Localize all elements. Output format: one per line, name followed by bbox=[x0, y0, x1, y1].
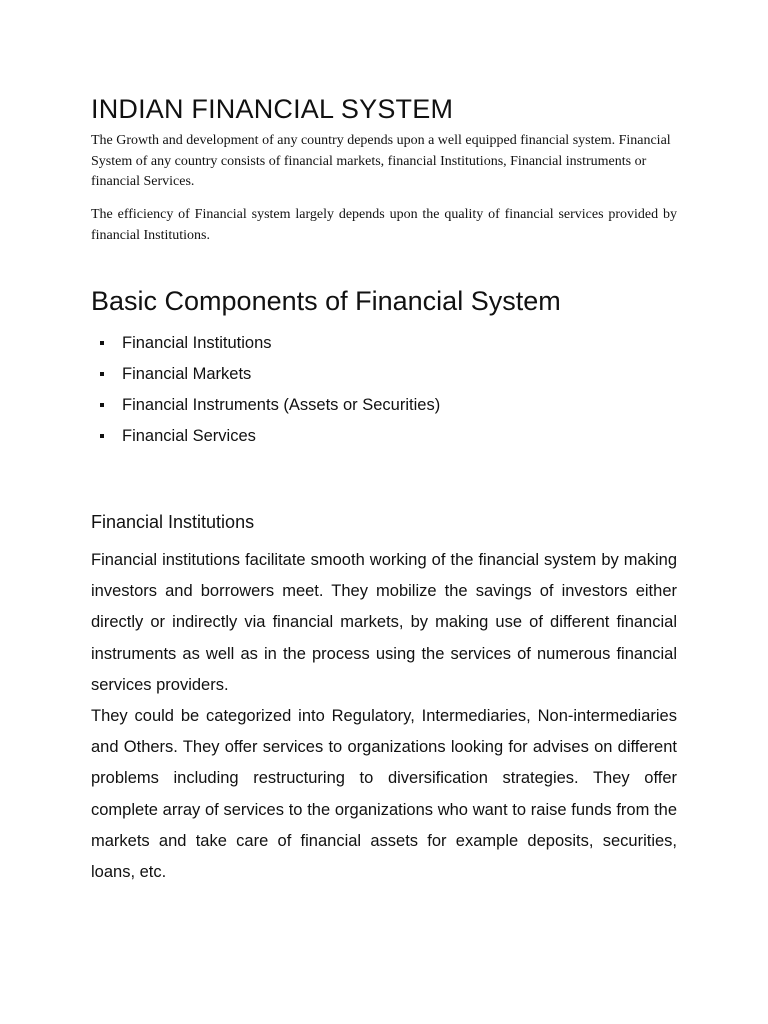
list-item bbox=[91, 392, 440, 423]
list-item bbox=[91, 423, 440, 454]
institutions-paragraph-2: They could be categorized into Regulatory, Intermediaries, Non-intermediaries and Others. They offer services to organizations looking for advises on different problems including restructuring to diversification strategies. They offer complete array of services to the organizations who want to raise funds from the markets and take care of financial assets for example deposits, securities, loans, etc. bbox=[91, 707, 677, 882]
list-item-label: Financial Instruments (Assets or Securities) bbox=[122, 396, 441, 414]
document-title: INDIAN FINANCIAL SYSTEM bbox=[91, 94, 454, 124]
intro-paragraph-2: The efficiency of Financial system largely depends upon the quality of financial services provided by financial Institutions. bbox=[91, 207, 677, 243]
list-item bbox=[91, 330, 440, 361]
list-item-label: Financial Institutions bbox=[122, 334, 272, 352]
institutions-heading: Financial Institutions bbox=[91, 512, 255, 532]
square-bullet-icon bbox=[100, 372, 104, 376]
square-bullet-icon bbox=[100, 434, 104, 438]
square-bullet-icon bbox=[100, 341, 104, 345]
list-item-label: Financial Services bbox=[122, 427, 256, 445]
list-item bbox=[91, 361, 440, 392]
components-list bbox=[91, 330, 440, 454]
components-heading: Basic Components of Financial System bbox=[91, 286, 561, 316]
intro-paragraph-1: The Growth and development of any country depends upon a well equipped financial system. Financial System of any country consists of financial markets, financial Institutions, Financial instruments or financial Services. bbox=[91, 133, 671, 189]
institutions-paragraph-1: Financial institutions facilitate smooth working of the financial system by making investors and borrowers meet. They mobilize the savings of investors either directly or indirectly via financial markets, by making use of different financial instruments as well as in the process using the services of numerous financial services providers. bbox=[91, 551, 677, 694]
list-item-label: Financial Markets bbox=[122, 365, 252, 383]
square-bullet-icon bbox=[100, 403, 104, 407]
